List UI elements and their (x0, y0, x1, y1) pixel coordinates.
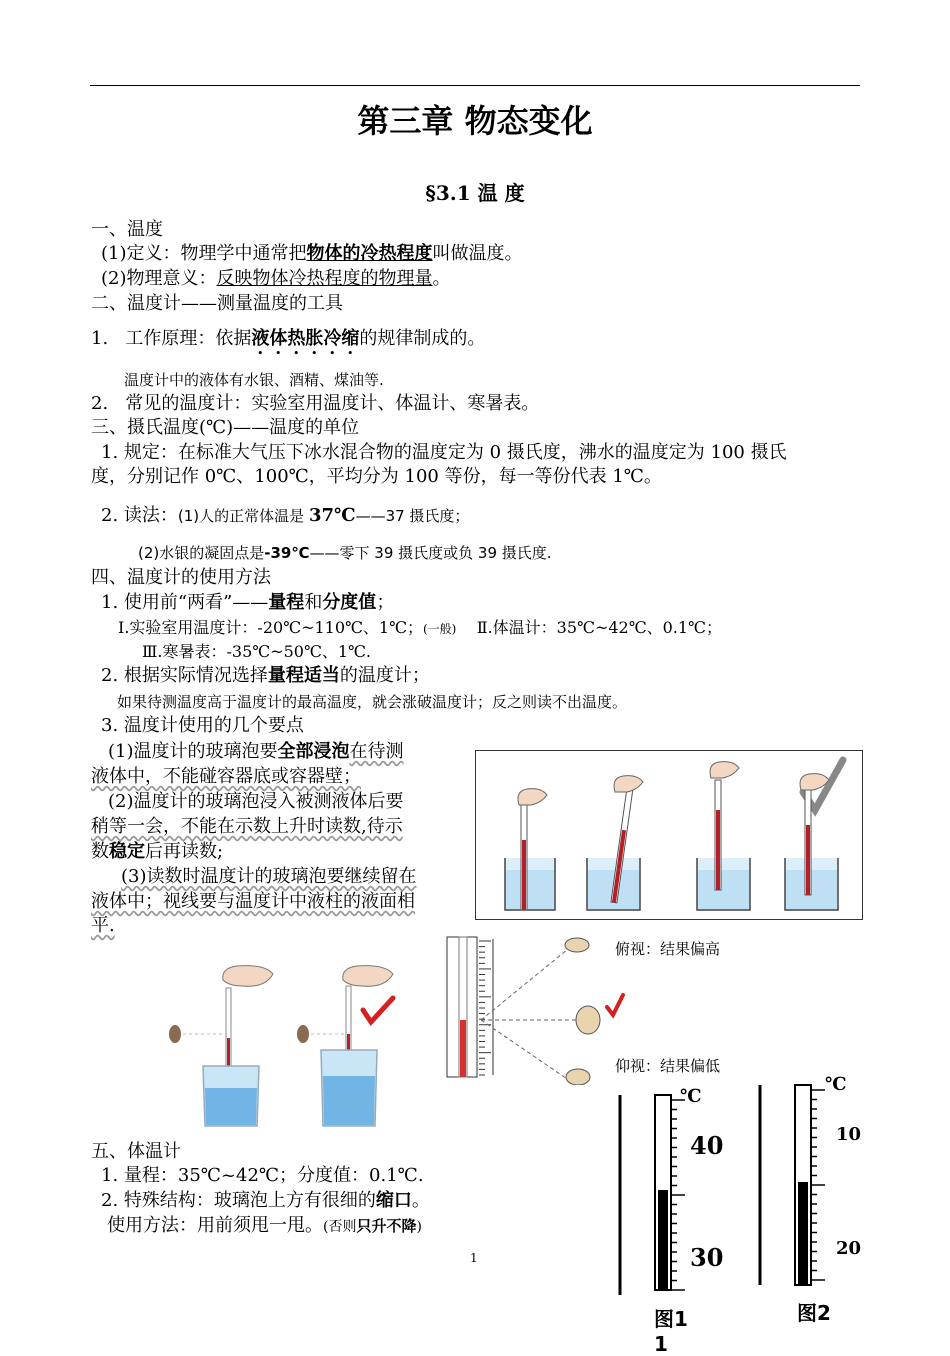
page-number: 1 (470, 1251, 478, 1265)
s4-choose-note: 如果待测温度高于温度计的最高温度，就会涨破温度计；反之则读不出温度。 (117, 693, 628, 711)
s5-p3-prefix: 使用方法：用前须甩一甩。 (107, 1215, 323, 1236)
fig1-label-top: 40 (690, 1131, 724, 1160)
s5-p3-key: 只升不降 (356, 1217, 417, 1235)
s2-p1-key: 液体热胀冷缩 (251, 328, 360, 349)
s1-def-prefix: (1)定义：物理学中通常把 (101, 243, 307, 264)
s1-meaning (101, 268, 451, 290)
s1-heading: 一、温度 (91, 219, 163, 240)
check-mark-red (363, 998, 393, 1022)
s2-liquids-note: 温度计中的液体有水银、酒精、煤油等. (124, 371, 384, 389)
section-title: §3.1 温 度 (425, 181, 525, 205)
s4-pt1-b: 在待测 (349, 741, 404, 762)
s4-p1-mid: 和 (304, 592, 323, 613)
s4-ranges-1-note: (一般) (423, 622, 457, 636)
s4-ranges-3: Ⅲ.寒暑表：-35℃~50℃、1℃. (142, 642, 372, 661)
s4-point2-a: (2)温度计的玻璃泡浸入被测液体后要 (108, 791, 404, 812)
s5-structure (101, 1190, 430, 1212)
s5-p2-suffix: 。 (411, 1190, 430, 1211)
s2-heading: 二、温度计——测量温度的工具 (91, 293, 343, 314)
s5-p2-key: 缩口 (375, 1190, 412, 1211)
s3-read-a-prefix: (1)人的正常体温是 (177, 507, 309, 525)
fig2-label-top: 10 (836, 1124, 862, 1145)
chapter-title: 第三章 物态变化 (357, 102, 593, 140)
s5-usage (107, 1215, 422, 1238)
s4-two-looks (101, 592, 394, 614)
s4-p1-prefix: 1. 使用前“两看”—— (101, 592, 269, 613)
s3-read-prefix: 2. 读法： (101, 505, 178, 526)
fig1-caption-extra: 1 (654, 1332, 668, 1356)
s4-p1-key1: 量程 (268, 592, 305, 613)
s4-point3-b: 液体中；视线要与温度计中液柱的液面相 (91, 891, 415, 912)
s1-def-key: 物体的冷热程度 (306, 243, 433, 264)
s1-definition (101, 243, 523, 265)
s5-p2-prefix: 2. 特殊结构：玻璃泡上方有很细的 (101, 1190, 376, 1211)
s4-ranges-1 (118, 617, 722, 640)
s4-points-heading: 3. 温度计使用的几个要点 (101, 715, 304, 736)
eye-level-figure (165, 958, 415, 1133)
s5-p3-note: (否则 (323, 1219, 357, 1235)
s4-point1-c: 液体中，不能碰容器底或容器壁； (91, 766, 361, 787)
s2-p2-text: 常见的温度计：实验室用温度计、体温计、寒暑表。 (125, 393, 540, 414)
s4-point1-a (108, 741, 404, 763)
s4-choose (101, 665, 430, 687)
s2-common (91, 393, 539, 415)
eye-top-label: 俯视：结果偏高 (615, 940, 721, 958)
eye-bottom-label: 仰视：结果偏低 (615, 1057, 721, 1075)
s5-range: 1. 量程：35℃~42℃；分度值：0.1℃. (101, 1165, 424, 1186)
s4-pt1-a: (1)温度计的玻璃泡要 (108, 741, 278, 762)
s4-heading: 四、温度计的使用方法 (91, 567, 271, 588)
s2-p1-num: 1. (91, 328, 109, 349)
s2-p1-prefix: 工作原理：依据 (125, 328, 252, 349)
s4-p1-suffix: ； (376, 592, 395, 613)
s4-p2-prefix: 2. 根据实际情况选择 (101, 665, 268, 686)
fig1-label-bottom: 30 (690, 1243, 724, 1272)
s4-point2-c (91, 841, 223, 863)
s3-read-b-prefix: (2)水银的凝固点是 (138, 544, 265, 562)
s4-pt2-key: 稳定 (109, 841, 145, 862)
s4-p1-key2: 分度值 (322, 592, 377, 613)
fig2-label-bottom: 20 (836, 1238, 862, 1259)
s3-read-b-suffix: ——零下 39 摄氏度或负 39 摄氏度. (309, 544, 552, 562)
s4-pt2-b: 稍等一会，不能在示数上升时读数,待示 (91, 816, 403, 837)
s4-p2-suffix: 的温度计； (339, 665, 430, 686)
s3-rule-line1: 1. 规定：在标准大气压下冰水混合物的温度定为 0 摄氏度，沸水的温度定为 100 摄氏 (101, 442, 787, 463)
s4-point2-b (91, 816, 403, 838)
header-rule (90, 85, 860, 86)
s3-heading: 三、摄氏温度(℃)——温度的单位 (91, 417, 360, 438)
s4-pt2-c2: 后再读数; (145, 841, 224, 862)
s1-mean-prefix: (2)物理意义： (101, 268, 217, 289)
s4-ranges-1-text: Ⅰ.实验室用温度计：-20℃~110℃、1℃； (118, 618, 423, 637)
eye-angle-figure (445, 935, 625, 1085)
s3-reading-a (101, 505, 469, 527)
s2-principle (91, 328, 485, 359)
s3-reading-b (138, 542, 552, 564)
s3-read-b-key: -39℃ (264, 544, 310, 562)
s4-pt2-c1: 数 (91, 841, 109, 862)
s1-mean-key: 反映物体冷热程度的物理量 (216, 268, 433, 289)
s3-rule-line2: 度，分别记作 0℃、100℃，平均分为 100 等份，每一等份代表 1℃。 (91, 466, 662, 487)
s2-p2-num: 2. (91, 393, 109, 414)
fig1-unit: ℃ (680, 1086, 702, 1107)
s4-pt1-key: 全部浸泡 (277, 741, 350, 762)
s4-ranges-2-text: Ⅱ.体温计：35℃~42℃、0.1℃； (476, 618, 722, 637)
s1-def-suffix: 叫做温度。 (432, 243, 523, 264)
s5-heading: 五、体温计 (91, 1141, 181, 1162)
s4-point3-c: 平. (91, 915, 115, 936)
fig2-unit: ℃ (825, 1074, 847, 1095)
s3-read-a-suffix: ——37 摄氏度； (355, 507, 470, 525)
s2-p1-suffix: 的规律制成的。 (359, 328, 486, 349)
s3-read-a-key: 37℃ (308, 505, 356, 526)
s4-p2-key: 量程适当 (267, 665, 340, 686)
fig2-caption: 图2 (797, 1301, 831, 1325)
fig1-caption: 图1 (654, 1307, 688, 1331)
s1-mean-suffix: 。 (432, 268, 451, 289)
s4-point3-a (121, 866, 417, 888)
s4-pt3-a: (3)读数时温度计的玻璃泡要继续留在 (121, 866, 417, 887)
beakers-figure (475, 750, 863, 920)
s5-p3-end: ) (416, 1219, 422, 1235)
